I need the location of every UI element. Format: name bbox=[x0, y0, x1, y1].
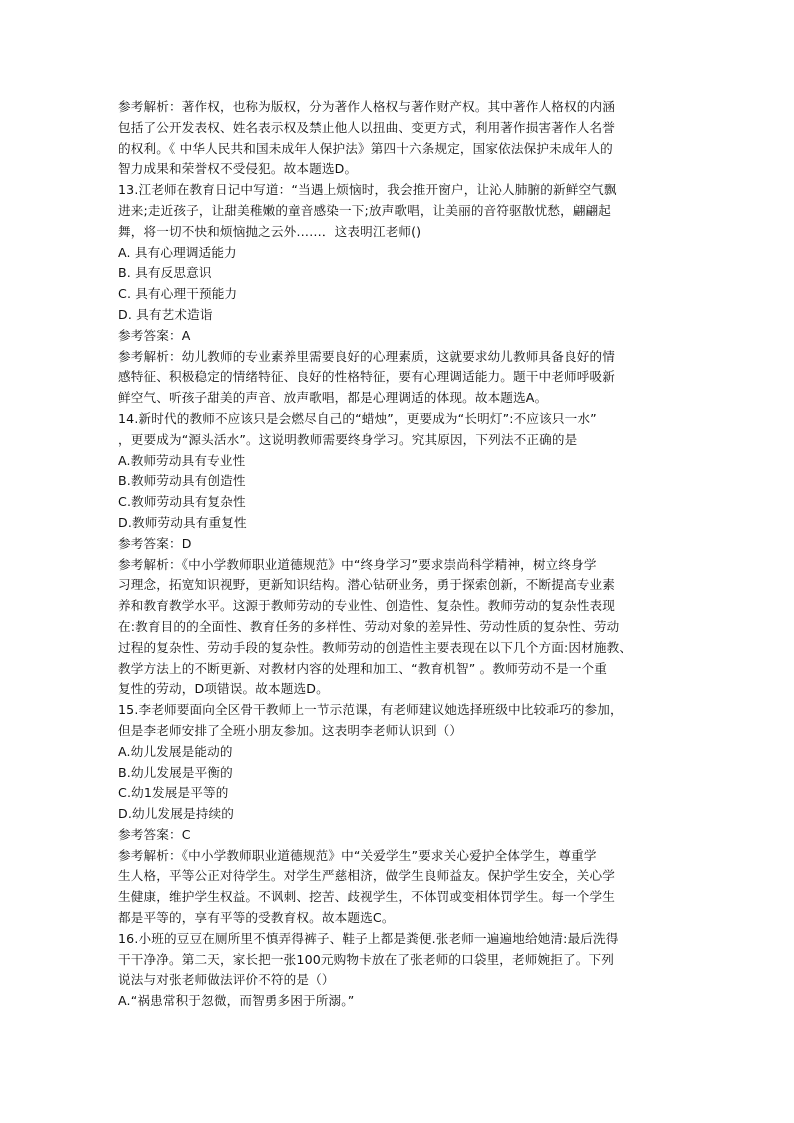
text-line: 教学方法上的不断更新、对教材内容的处理和加工、“教育机智” 。教师劳动不是一个重 bbox=[118, 660, 608, 676]
option-a: A.幼儿发展是能动的 bbox=[118, 743, 233, 759]
text-line: 过程的复杂性、劳动手段的复杂性。教师劳动的创造性主要表现在以下几个方面:因材施教、 bbox=[118, 639, 633, 655]
text-line: 参考解析：《中小学教师职业道德规范》中“关爱学生”要求关心爱护全体学生，尊重学 bbox=[118, 847, 597, 863]
option-b: B.幼儿发展是平衡的 bbox=[118, 764, 233, 780]
text-line: 的权利。《 中华人民共和国未成年人保护法》第四十六条规定，国家依法保护未成年人的 bbox=[118, 140, 613, 156]
option-a: A. 具有心理调适能力 bbox=[118, 244, 237, 260]
question-14: 14.新时代的教师不应该只是会燃尽自己的“蜡烛”，更要成为“长明灯”:不应该只一水” bbox=[118, 410, 597, 426]
question-13: 13.江老师在教育日记中写道：“当遇上烦恼时，我会推开窗户，让沁人肺腑的新鲜空气飘 bbox=[118, 182, 617, 198]
option-a: A.教师劳动具有专业性 bbox=[118, 452, 246, 468]
text-line: 参考解析：幼儿教师的专业素养里需要良好的心理素质，这就要求幼儿教师具备良好的情 bbox=[118, 348, 616, 364]
text-line: 智力成果和荣誉权不受侵犯。故本题选D。 bbox=[118, 161, 358, 177]
text-line: 习理念，拓宽知识视野，更新知识结构。潜心钻研业务，勇于探索创新，不断提高专业素 bbox=[118, 577, 616, 593]
text-line: 都是平等的，享有平等的受教育权。故本题选C。 bbox=[118, 910, 395, 926]
document-page bbox=[118, 97, 678, 1012]
text-line: 在:教育目的的全面性、教育任务的多样性、劳动对象的差异性、劳动性质的复杂性、劳动 bbox=[118, 618, 620, 634]
text-line: 生健康，维护学生权益。不讽刺、挖苦、歧视学生，不体罚或变相体罚学生。每一个学生 bbox=[118, 889, 616, 905]
text-line: 舞，将一切不快和烦恼抛之云外……．这表明江老师() bbox=[118, 223, 422, 239]
text-line: 生人格，平等公正对待学生。对学生严慈相济，做学生良师益友。保护学生安全，关心学 bbox=[118, 868, 616, 884]
text-line: 参考解析：《中小学教师职业道德规范》中“终身学习”要求崇尚科学精神，树立终身学 bbox=[118, 556, 597, 572]
text-line: 包括了公开发表权、姓名表示权及禁止他人以扭曲、变更方式，利用著作损害著作人名誉 bbox=[118, 119, 616, 135]
text-line: 干干净净。第二天，家长把一张100元购物卡放在了张老师的口袋里，老师婉拒了。下列 bbox=[118, 951, 615, 967]
text-line: 说法与对张老师做法评价不符的是（） bbox=[118, 972, 335, 988]
option-b: B.教师劳动具有创造性 bbox=[118, 473, 246, 489]
text-line: 但是李老师安排了全班小朋友参加。这表明李老师认识到（） bbox=[118, 722, 463, 738]
option-b: B. 具有反思意识 bbox=[118, 265, 212, 281]
question-15: 15.李老师要面向全区骨干教师上一节示范课，有老师建议她选择班级中比较乖巧的参加， bbox=[118, 702, 623, 718]
option-c: C.教师劳动具有复杂性 bbox=[118, 494, 246, 510]
text-line: 养和教育教学水平。这源于教师劳动的专业性、创造性、复杂性。教师劳动的复杂性表现 bbox=[118, 598, 616, 614]
option-c: C. 具有心理干预能力 bbox=[118, 286, 238, 302]
answer-line: 参考答案：A bbox=[118, 327, 191, 343]
text-line: 复性的劳动，D项错误。故本题选D。 bbox=[118, 681, 329, 697]
option-d: D. 具有艺术造诣 bbox=[118, 306, 213, 322]
text-line: ，更要成为“源头活水”。这说明教师需要终身学习。究其原因，下列法不正确的是 bbox=[118, 431, 578, 447]
option-c: C.幼1发展是平等的 bbox=[118, 785, 229, 801]
answer-line: 参考答案：C bbox=[118, 826, 191, 842]
question-16: 16.小班的豆豆在厕所里不慎弄得裤子、鞋子上都是粪便.张老师一遍遍地给她清:最后洗得 bbox=[118, 930, 619, 946]
text-line: 鲜空气、听孩子甜美的声音、放声歌唱，都是心理调适的体现。故本题选A。 bbox=[118, 390, 548, 406]
option-a: A.“祸患常积于忽微，而智勇多困于所溺。” bbox=[118, 993, 355, 1009]
option-d: D.教师劳动具有重复性 bbox=[118, 514, 247, 530]
option-d: D.幼儿发展是持续的 bbox=[118, 806, 234, 822]
text-line: 参考解析：著作权，也称为版权，分为著作人格权与著作财产权。其中著作人格权的内涵 bbox=[118, 99, 616, 114]
answer-line: 参考答案：D bbox=[118, 535, 192, 551]
text-line: 进来;走近孩子，让甜美稚嫩的童音感染一下;放声歌唱，让美丽的音符驱散忧愁，翩翩起 bbox=[118, 202, 612, 218]
text-line: 感特征、积极稳定的情绪特征、良好的性格特征，要有心理调适能力。题干中老师呼吸新 bbox=[118, 369, 616, 385]
